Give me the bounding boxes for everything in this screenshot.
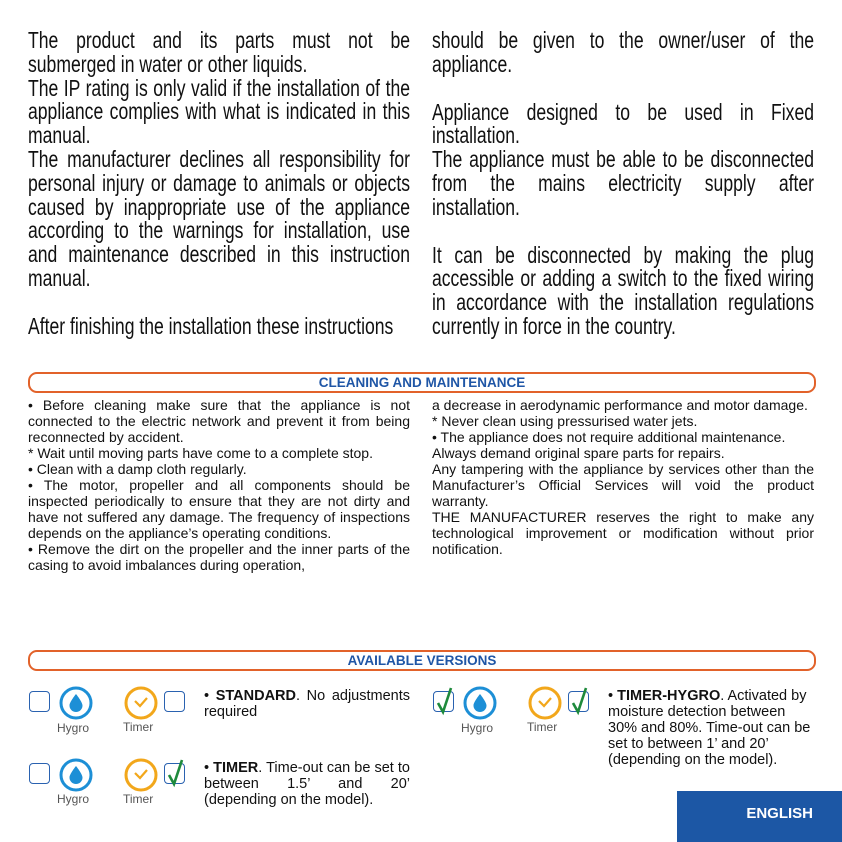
warnings-left-column xyxy=(28,29,410,339)
check-icon xyxy=(434,686,458,716)
hygro-checkbox-checked xyxy=(433,691,454,712)
timer-checkbox-checked xyxy=(568,691,589,712)
ip-rating-note: The IP rating is only valid if the installation of the appliance complies with what is indicated in this manual. xyxy=(28,74,410,149)
version-timer: • TIMER. Time-out can be set to between 1.5’ and 20’ (depending on the model). xyxy=(204,760,410,808)
timer-clock-icon xyxy=(124,758,158,792)
timer-checkbox-checked xyxy=(164,763,185,784)
cleaning-title: CLEANING AND MAINTENANCE xyxy=(318,375,526,390)
timer-clock-icon xyxy=(124,686,158,720)
timer-label: Timer xyxy=(123,792,154,806)
timer-label: Timer xyxy=(527,720,558,734)
cleaning-item: THE MANUFACTURER reserves the right to make any technological improvement or modification without prior notification. xyxy=(432,509,814,557)
instructions-handover-cont: should be given to the owner/user of the appliance. xyxy=(432,27,814,77)
instructions-handover: After finishing the installation these instructions xyxy=(28,312,394,339)
hygro-label: Hygro xyxy=(461,721,494,735)
hygro-drop-icon xyxy=(463,686,497,720)
cleaning-item: * Never clean using pressurised water jets. xyxy=(432,413,698,429)
version-standard: • STANDARD. No adjustments required xyxy=(204,688,410,720)
version-timer-desc: . Time-out can be set to between 1.5’ and 20’ (depending on the model). xyxy=(204,760,410,808)
language-tab xyxy=(677,791,842,842)
version-timer-hygro-desc: . Activated by moisture detection between 30% and 80%. Time-out can be set to between 1’ and 20’ (depending on the model). xyxy=(608,688,811,768)
hygro-label: Hygro xyxy=(57,721,90,735)
version-timer-name: TIMER xyxy=(213,760,259,776)
cleaning-item: • Remove the dirt on the propeller and the inner parts of the casing to avoid imbalances during operation, xyxy=(28,541,410,573)
warnings-right-column xyxy=(432,29,814,339)
version-standard-name: STANDARD xyxy=(215,688,296,704)
cleaning-item: • Clean with a damp cloth regularly. xyxy=(28,461,247,477)
cleaning-item: Always demand original spare parts for repairs. xyxy=(432,445,725,461)
disconnect-requirement: The appliance must be able to be disconnected from the mains electricity supply after installation. xyxy=(432,146,814,220)
timer-label: Timer xyxy=(123,720,154,734)
version-timer-hygro: • TIMER-HYGRO. Activated by moisture detection between 30% and 80%. Time-out can be set to between 1’ and 20’ (depending on the model). xyxy=(608,688,811,768)
cleaning-section-header xyxy=(28,372,816,393)
cleaning-item: * Wait until moving parts have come to a complete stop. xyxy=(28,445,373,461)
cleaning-item: • Before cleaning make sure that the appliance is not connected to the electric network and prevent it from being reconnected by accident. xyxy=(28,397,410,445)
cleaning-right-column xyxy=(432,397,814,557)
submersion-warning: The product and its parts must not be submerged in water or other liquids. xyxy=(28,27,410,77)
timer-checkbox-empty xyxy=(164,691,185,712)
check-icon xyxy=(569,686,593,716)
versions-title: AVAILABLE VERSIONS xyxy=(347,653,497,668)
disconnect-method: It can be disconnected by making the plug accessible or adding a switch to the fixed wiring in accordance with the installation regulations currently in force in the country. xyxy=(432,241,814,339)
language-label: ENGLISH xyxy=(746,805,813,822)
cleaning-item: • The motor, propeller and all components should be inspected periodically to ensure that they are not dirty and have not suffered any damage. The frequency of inspections depends on the appliance’s operating conditions. xyxy=(28,477,410,541)
cleaning-left-column xyxy=(28,397,410,573)
cleaning-item: • The appliance does not require additional maintenance. xyxy=(432,429,786,445)
fixed-installation-note: Appliance designed to be used in Fixed installation. xyxy=(432,98,814,149)
hygro-checkbox-empty xyxy=(29,763,50,784)
cleaning-item: Any tampering with the appliance by services other than the Manufacturer’s Official Services will void the product warranty. xyxy=(432,461,814,509)
version-standard-desc: . No adjustments required xyxy=(204,688,410,720)
cleaning-item: a decrease in aerodynamic performance and motor damage. xyxy=(432,397,808,413)
hygro-checkbox-empty xyxy=(29,691,50,712)
liability-disclaimer: The manufacturer declines all responsibility for personal injury or damage to animals or objects caused by inappropriate use of the appliance according to the warnings for installation, use and maintenance described in this instruction manual. xyxy=(28,145,410,291)
versions-section-header xyxy=(28,650,816,671)
hygro-label: Hygro xyxy=(57,792,90,806)
check-icon xyxy=(165,758,189,788)
timer-clock-icon xyxy=(528,686,562,720)
hygro-drop-icon xyxy=(59,758,93,792)
hygro-drop-icon xyxy=(59,686,93,720)
version-timer-hygro-name: TIMER-HYGRO xyxy=(617,688,721,704)
